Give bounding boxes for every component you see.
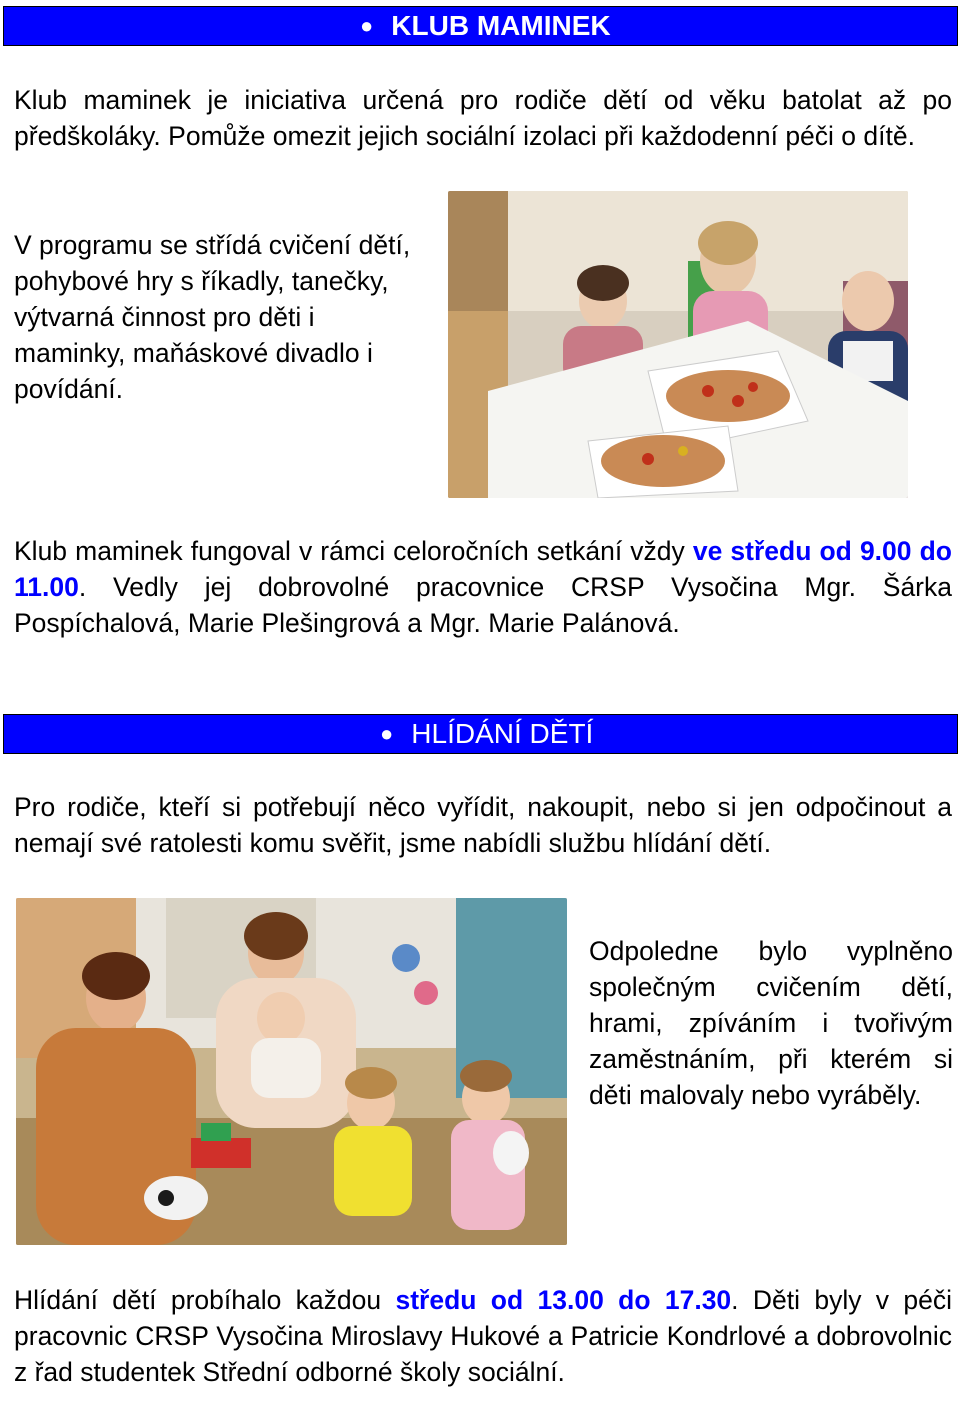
hlidani-afternoon-paragraph: Odpoledne bylo vyplněno společným cvičením dětí, hrami, zpíváním i tvořivým zaměstnáním, při kterém si děti malovaly nebo vyráběly. — [589, 936, 953, 1110]
photo-children-at-table — [448, 191, 908, 498]
hlidani-intro-paragraph: Pro rodiče, kteří si potřebují něco vyřídit, nakoupit, nebo si jen odpočinout a nemají své ratolesti komu svěřit, jsme nabídli službu hlídání dětí. — [14, 792, 952, 858]
section-heading-klub-maminek — [3, 6, 958, 46]
hlidani-schedule-paragraph — [14, 1282, 952, 1390]
photo-mothers-with-children — [16, 898, 567, 1245]
klub-intro-paragraph: Klub maminek je iniciativa určená pro rodiče dětí od věku batolat až po předškoláky. Pomůže omezit jejich sociální izolaci při každodenní péči o dítě. — [14, 85, 952, 151]
schedule-text-start: Hlídání dětí probíhalo každou — [14, 1285, 396, 1315]
klub-program-paragraph: V programu se střídá cvičení dětí, pohybové hry s říkadly, tanečky, výtvarná činnost pro děti i maminky, maňáskové divadlo i povídání. — [14, 230, 411, 404]
schedule-highlight: ve středu od 9.00 do 11.00 — [14, 536, 952, 602]
bullet-icon: ● — [360, 13, 374, 38]
section-heading-hlidani-deti — [3, 714, 958, 754]
schedule-text-end: . Děti byly v péči pracovnic CRSP Vysočina Miroslavy Hukové a Patricie Kondrlové a dobrovolnic z řad studentek Střední odborné školy sociální. — [14, 1285, 952, 1387]
schedule-text-end: . Vedly jej dobrovolné pracovnice CRSP Vysočina Mgr. Šárka Pospíchalová, Marie Plešingrová a Mgr. Marie Palánová. — [14, 572, 952, 638]
schedule-highlight: středu od 13.00 do 17.30 — [395, 1285, 732, 1315]
heading-text: KLUB MAMINEK — [391, 10, 611, 41]
klub-schedule-paragraph — [14, 533, 952, 641]
bullet-icon: ● — [380, 721, 394, 746]
heading-text: HLÍDÁNÍ DĚTÍ — [411, 718, 594, 749]
schedule-text-start: Klub maminek fungoval v rámci celoročních setkání vždy — [14, 536, 693, 566]
